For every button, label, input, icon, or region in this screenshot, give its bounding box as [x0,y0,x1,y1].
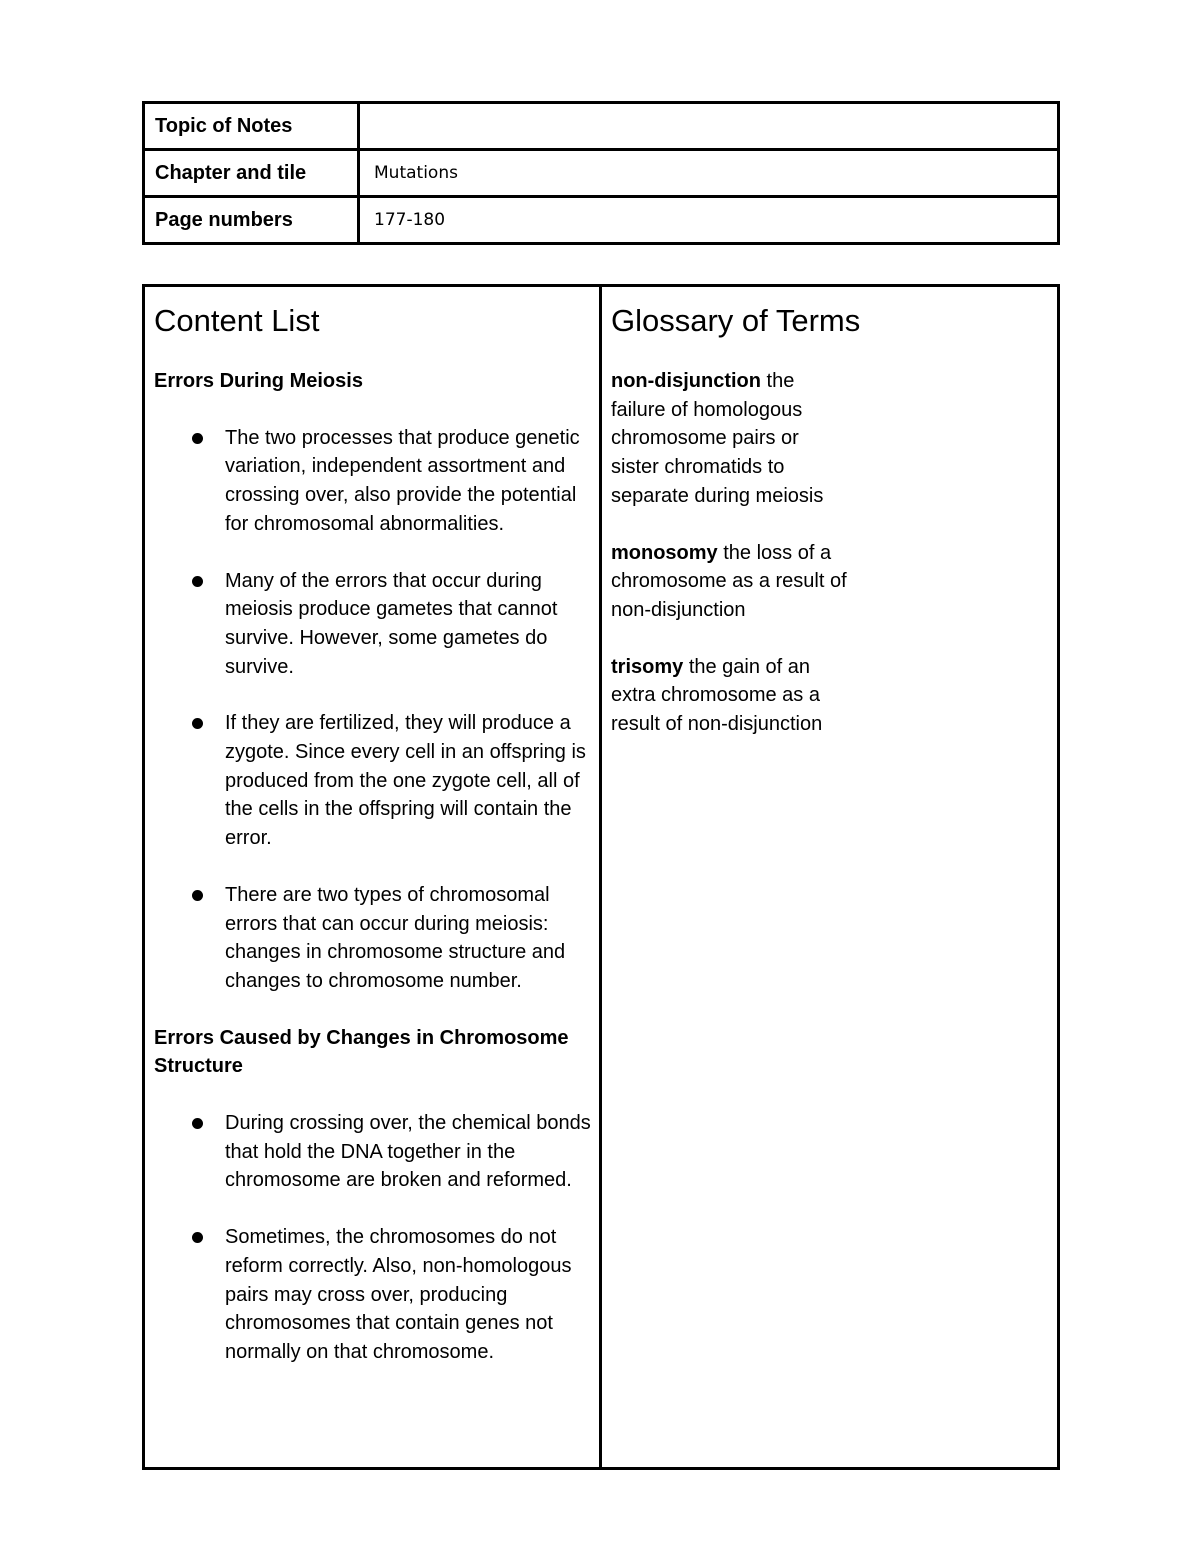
glossary-definition: the failure of homologous chromosome pairs or sister chromatids to separate during meiosis [611,370,824,507]
list-item [154,1223,591,1367]
bullet-icon [192,576,203,587]
topic-row [144,103,1059,150]
notes-header-table [142,101,1060,245]
pages-value: 177-180 [359,197,1059,244]
bullet-icon [192,433,203,444]
bullet-icon [192,1232,203,1243]
content-list-column [145,287,602,1467]
list-item-text: If they are fertilized, they will produce a zygote. Since every cell in an offspring is produced from the one zygote cell, all of the cells in the offspring will contain the error. [225,712,586,850]
section-heading-structure-errors: Errors Caused by Changes in Chromosome Structure [154,1026,569,1078]
meiosis-errors-list [154,424,591,996]
list-item [154,709,591,853]
bullet-icon [192,718,203,729]
bullet-icon [192,1118,203,1129]
topic-value [359,103,1059,150]
notes-body-box [142,284,1060,1470]
glossary-definition: the gain of an extra chromosome as a result of non-disjunction [611,655,823,736]
list-item [154,424,591,539]
glossary-title: Glossary of Terms [611,303,861,338]
chapter-label: Chapter and tile [144,150,359,197]
glossary-term: monosomy [611,541,718,564]
list-item-text: There are two types of chromosomal errors that can occur during meiosis: changes in chromosome structure and changes to chromosome number. [225,883,566,992]
chapter-row [144,150,1059,197]
chapter-value: Mutations [359,150,1059,197]
structure-errors-list [154,1109,591,1367]
list-item [154,567,591,682]
glossary-term: non-disjunction [611,370,761,392]
list-item [154,1109,591,1195]
list-item [154,881,591,996]
glossary-entry [611,367,851,511]
topic-label: Topic of Notes [144,103,359,150]
glossary-term: trisomy [611,655,684,678]
section-heading-meiosis-errors: Errors During Meiosis [154,370,363,392]
list-item-text: During crossing over, the chemical bonds that hold the DNA together in the chromosome are broken and reformed. [225,1112,591,1192]
pages-row [144,197,1059,244]
glossary-definition: the loss of a chromosome as a result of non-disjunction [611,541,847,621]
glossary-entry [611,539,851,625]
list-item-text: Sometimes, the chromosomes do not reform correctly. Also, non-homologous pairs may cross over, producing chromosomes that contain genes not normally on that chromosome. [225,1226,572,1363]
bullet-icon [192,890,203,901]
glossary-entry [611,653,851,739]
pages-label: Page numbers [144,197,359,244]
list-item-text: Many of the errors that occur during meiosis produce gametes that cannot survive. However, some gametes do survive. [225,569,558,678]
glossary-column [602,287,1057,1467]
content-list-title: Content List [154,303,320,338]
list-item-text: The two processes that produce genetic variation, independent assortment and crossing over, also provide the potential for chromosomal abnormalities. [225,426,580,535]
